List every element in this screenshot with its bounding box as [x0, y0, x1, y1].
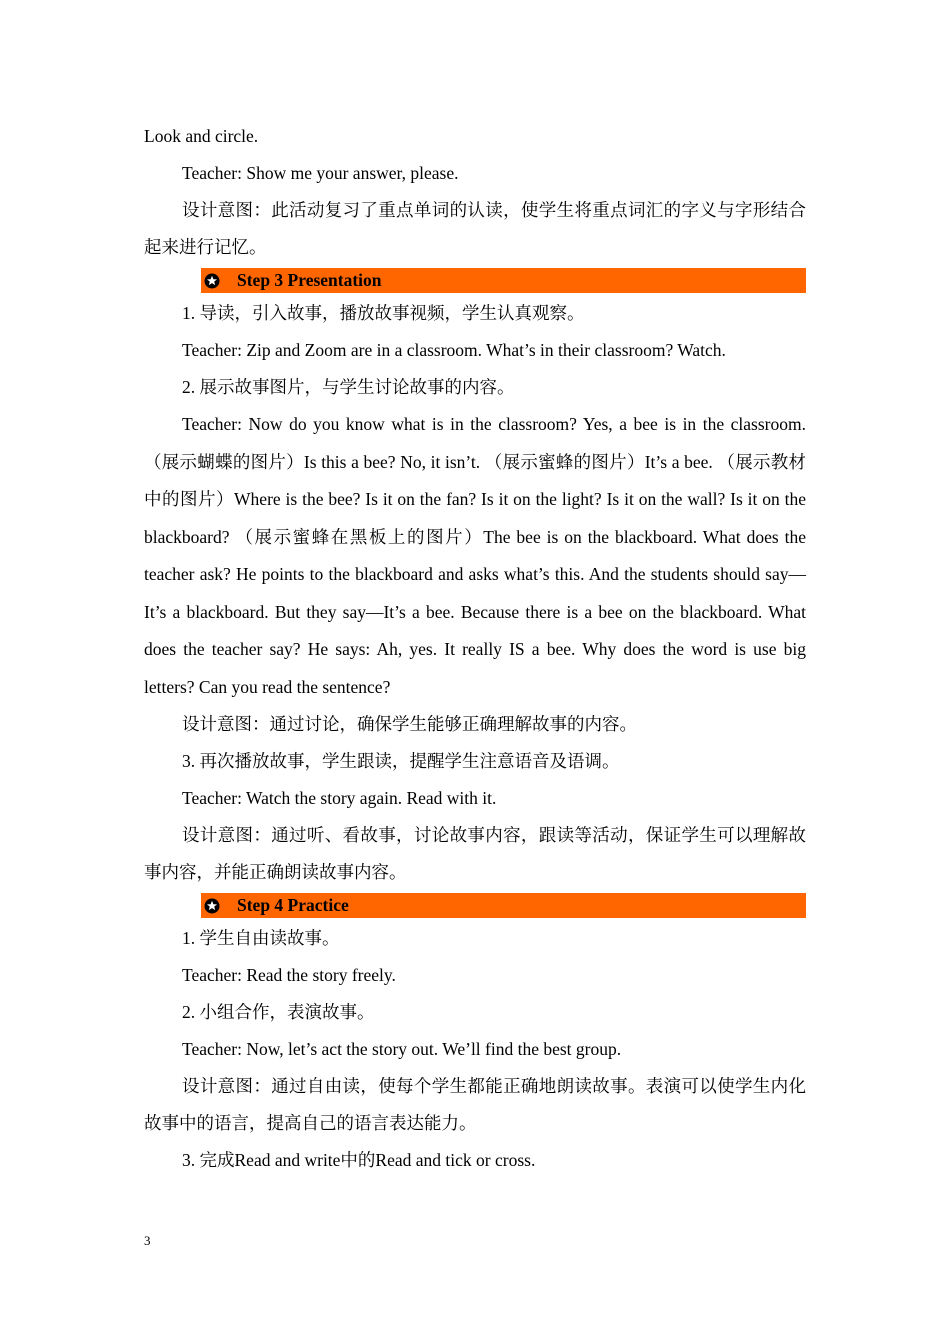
paragraph: 3. 完成Read and write中的Read and tick or cross.	[182, 1150, 536, 1170]
step-4-title: Step 4 Practice	[237, 895, 349, 915]
step-3-heading	[201, 268, 806, 293]
design-intent-paragraph: 设计意图：通过听、看故事，讨论故事内容，跟读等活动，保证学生可以理解故事内容，并能正确朗读故事内容。	[144, 825, 806, 882]
design-intent-paragraph: 设计意图：通过讨论，确保学生能够正确理解故事的内容。	[182, 714, 637, 734]
star-circle-icon	[204, 273, 220, 289]
paragraph: 1. 导读，引入故事，播放故事视频，学生认真观察。	[182, 303, 585, 323]
paragraph: 1. 学生自由读故事。	[182, 928, 340, 948]
paragraph: Teacher: Read the story freely.	[182, 965, 396, 985]
dialogue-paragraph: Teacher: Now do you know what is in the classroom? Yes, a bee is in the classroom. （展示蝴蝶的图片）Is this a bee? No, it isn’t. （展示蜜蜂的图片）It’s a bee. （展示教材中的图片）Where is the bee? Is it on the fan? Is it on the light? Is it on the wall? Is it on the blackboard? （展示蜜蜂在黑板上的图片）The bee is on the blackboard. What does the teacher ask? He points to the blackboard and asks what’s this. And the students should say—It’s a blackboard. But they say—It’s a bee. Because there is a bee on the blackboard. What does the teacher say? He says: Ah, yes. It really IS a bee. Why does the word is use big letters? Can you read the sentence?	[144, 414, 806, 697]
page-number: 3	[144, 1233, 151, 1248]
step-4-heading	[201, 893, 806, 918]
paragraph: 3. 再次播放故事，学生跟读，提醒学生注意语音及语调。	[182, 751, 620, 771]
paragraph: Teacher: Zip and Zoom are in a classroom. What’s in their classroom? Watch.	[182, 340, 726, 360]
paragraph: Look and circle.	[144, 126, 259, 146]
paragraph: Teacher: Now, let’s act the story out. We’ll find the best group.	[182, 1039, 622, 1059]
star-circle-icon	[204, 898, 220, 914]
paragraph: Teacher: Show me your answer, please.	[182, 163, 459, 183]
design-intent-paragraph: 设计意图：通过自由读，使每个学生都能正确地朗读故事。表演可以使学生内化故事中的语言，提高自己的语言表达能力。	[144, 1076, 806, 1133]
document-body	[144, 118, 806, 1179]
step-3-title: Step 3 Presentation	[237, 270, 382, 290]
paragraph: 2. 小组合作，表演故事。	[182, 1002, 375, 1022]
design-intent-paragraph: 设计意图：此活动复习了重点单词的认读，使学生将重点词汇的字义与字形结合起来进行记忆。	[144, 200, 806, 257]
paragraph: Teacher: Watch the story again. Read with it.	[182, 788, 497, 808]
paragraph: 2. 展示故事图片，与学生讨论故事的内容。	[182, 377, 515, 397]
